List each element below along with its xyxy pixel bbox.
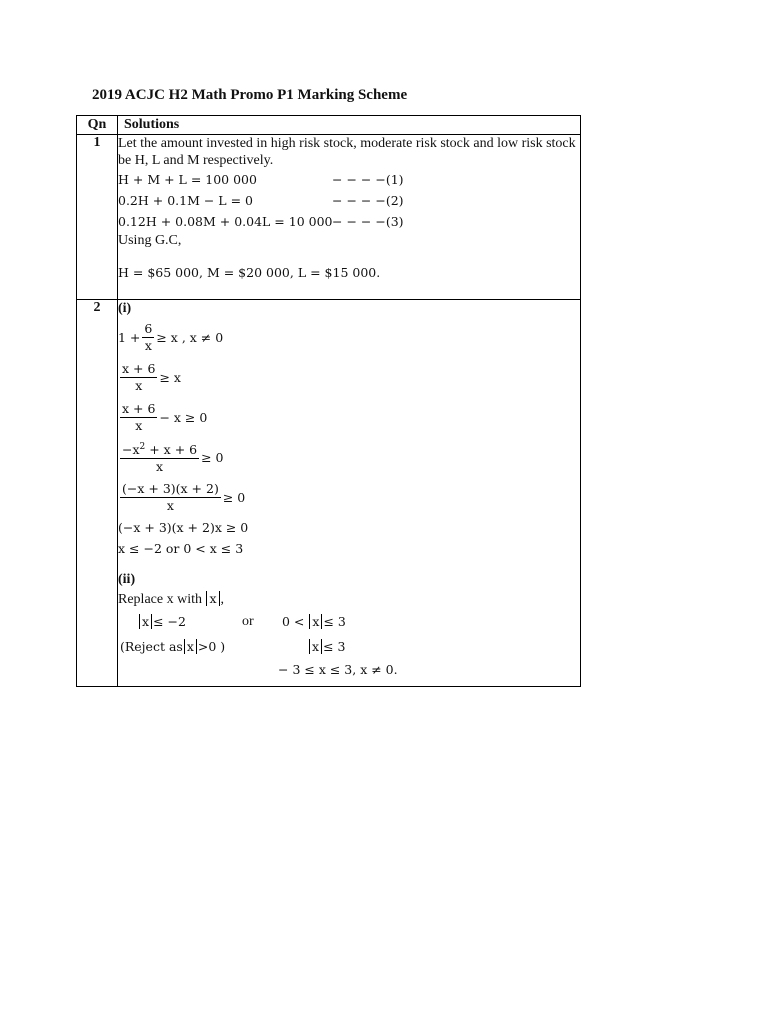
reject-note (120, 634, 225, 659)
equation-2-label: − − − −(2) (332, 193, 404, 208)
case-2 (282, 609, 346, 634)
or-label: or (242, 614, 254, 629)
step-1-rhs: ≥ x , x ≠ 0 (156, 329, 224, 345)
case-1 (138, 609, 186, 634)
exponent: 2 (139, 441, 146, 452)
step-7: x ≤ −2 or 0 < x ≤ 3 (118, 541, 244, 556)
reject-post: >0 ) (197, 639, 226, 654)
numerator (120, 439, 199, 459)
fraction (120, 439, 199, 475)
case-2-rest: ≤ 3 (323, 614, 346, 629)
step-5 (118, 477, 580, 517)
step-6: (−x + 3)(x + 2)x ≥ 0 (118, 520, 249, 535)
case-3-rest: ≤ 3 (323, 639, 346, 654)
header-solutions: Solutions (118, 116, 581, 135)
step-5-rhs: ≥ 0 (222, 489, 246, 505)
case-line (118, 609, 580, 634)
equation-2 (118, 190, 580, 211)
equation-3-text: 0.12H + 0.08M + 0.04L = 10 000 (118, 214, 333, 229)
fraction (142, 321, 154, 354)
denominator: x (135, 417, 143, 433)
solution-cell (118, 135, 581, 300)
denominator: x (166, 497, 174, 513)
denominator: x (144, 337, 152, 353)
numerator: x + 6 (122, 360, 156, 376)
page-title: 2019 ACJC H2 Math Promo P1 Marking Scheme (92, 87, 408, 103)
case-3 (308, 634, 345, 659)
question-number: 2 (77, 300, 118, 687)
equation-1-label: − − − −(1) (332, 172, 404, 187)
replace-text-end: , (220, 592, 225, 607)
step-1 (118, 317, 580, 357)
denominator: x (156, 459, 164, 475)
step-2 (118, 357, 580, 397)
replace-text: Replace x with (118, 592, 206, 607)
step-2-rhs: ≥ x (159, 369, 181, 385)
question-number: 1 (77, 135, 118, 300)
abs-value: x (206, 591, 219, 606)
fraction (120, 361, 157, 394)
equation-3 (118, 211, 580, 232)
case-2-pre: 0 < (282, 614, 305, 629)
equation-2-text: 0.2H + 0.1M − L = 0 (118, 193, 253, 208)
abs-value: x (139, 614, 152, 629)
replace-line (118, 588, 580, 609)
step-3-rhs: − x ≥ 0 (159, 409, 208, 425)
equation-3-label: − − − −(3) (332, 214, 404, 229)
numerator: (−x + 3)(x + 2) (122, 480, 219, 496)
marking-scheme-table (76, 115, 581, 687)
equation-1 (118, 169, 580, 190)
using-gc: Using G.C, (118, 233, 182, 248)
final-answer: − 3 ≤ x ≤ 3, x ≠ 0. (278, 662, 398, 677)
table-row (77, 300, 581, 687)
step-3 (118, 397, 580, 437)
fraction (120, 481, 221, 514)
abs-value: x (184, 639, 197, 654)
solution-cell (118, 300, 581, 687)
numerator: x + 6 (122, 400, 156, 416)
reject-pre: (Reject as (120, 639, 183, 654)
step-4-rhs: ≥ 0 (201, 449, 224, 465)
header-qn: Qn (77, 116, 118, 135)
part-i-label: (i) (118, 301, 132, 316)
fraction (120, 401, 157, 434)
table-row (77, 135, 581, 300)
step-4 (118, 437, 580, 477)
reject-line (118, 634, 580, 659)
abs-value: x (309, 639, 322, 654)
case-1-rest: ≤ −2 (153, 614, 186, 629)
q1-intro: Let the amount invested in high risk stock, moderate risk stock and low risk stock be H, L and M respectively. (118, 136, 576, 168)
numerator: 6 (144, 320, 153, 336)
table-header-row (77, 116, 581, 135)
step-1-lhs: 1 + (118, 329, 141, 345)
abs-value: x (309, 614, 322, 629)
numerator-part: −x (122, 442, 140, 458)
numerator-part: + x + 6 (145, 442, 198, 458)
denominator: x (135, 377, 143, 393)
part-ii-label: (ii) (118, 572, 136, 587)
q1-answer: H = $65 000, M = $20 000, L = $15 000. (118, 265, 381, 280)
equation-1-text: H + M + L = 100 000 (118, 172, 257, 187)
